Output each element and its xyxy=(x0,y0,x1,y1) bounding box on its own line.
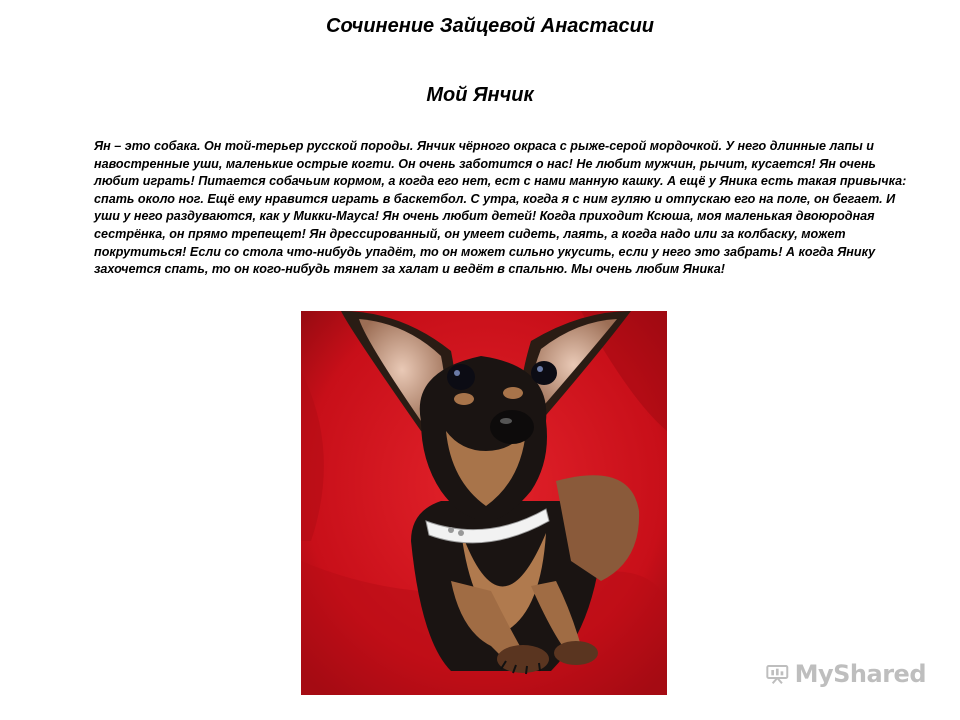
essay-paragraph: Ян – это собака. Он той-терьер русской породы. Янчик чёрного окраса с рыже-серой мордочкой. У него длинные лапы и навостренные уши, маленькие острые когти. Он очень заботится о нас! Не любит мужчин, рычит, кусается! Ян очень любит играть! Питается собачьим кормом, а когда его нет, ест с нами манную кашку. А ещё у Яника есть такая привычка: спать около ног. Ещё ему нравится играть в баскетбол. С утра, когда я с ним гуляю и отпускаю его на поле, он бегает. И уши у него раздуваются, как у Микки-Мауса! Ян очень любит детей! Когда приходит Ксюша, моя маленькая двоюродная сестрёнка, он прямо трепещет! Ян дрессированный, он умеет сидеть, лаять, а когда надо или за колбаску, может покрутиться! Если со стола что-нибудь упадёт, то он может сильно укусить, если у него это забрать! А когда Янику захочется спать, то он кого-нибудь тянет за халат и ведёт в спальню. Мы очень любим Яника! xyxy=(94,139,907,277)
dog-photo xyxy=(301,311,667,695)
document-subtitle: Мой Янчик xyxy=(426,84,534,106)
presentation-icon xyxy=(766,659,789,689)
watermark xyxy=(766,656,926,692)
document-title: Сочинение Зайцевой Анастасии xyxy=(326,15,654,37)
watermark-text: MyShared xyxy=(794,660,926,688)
